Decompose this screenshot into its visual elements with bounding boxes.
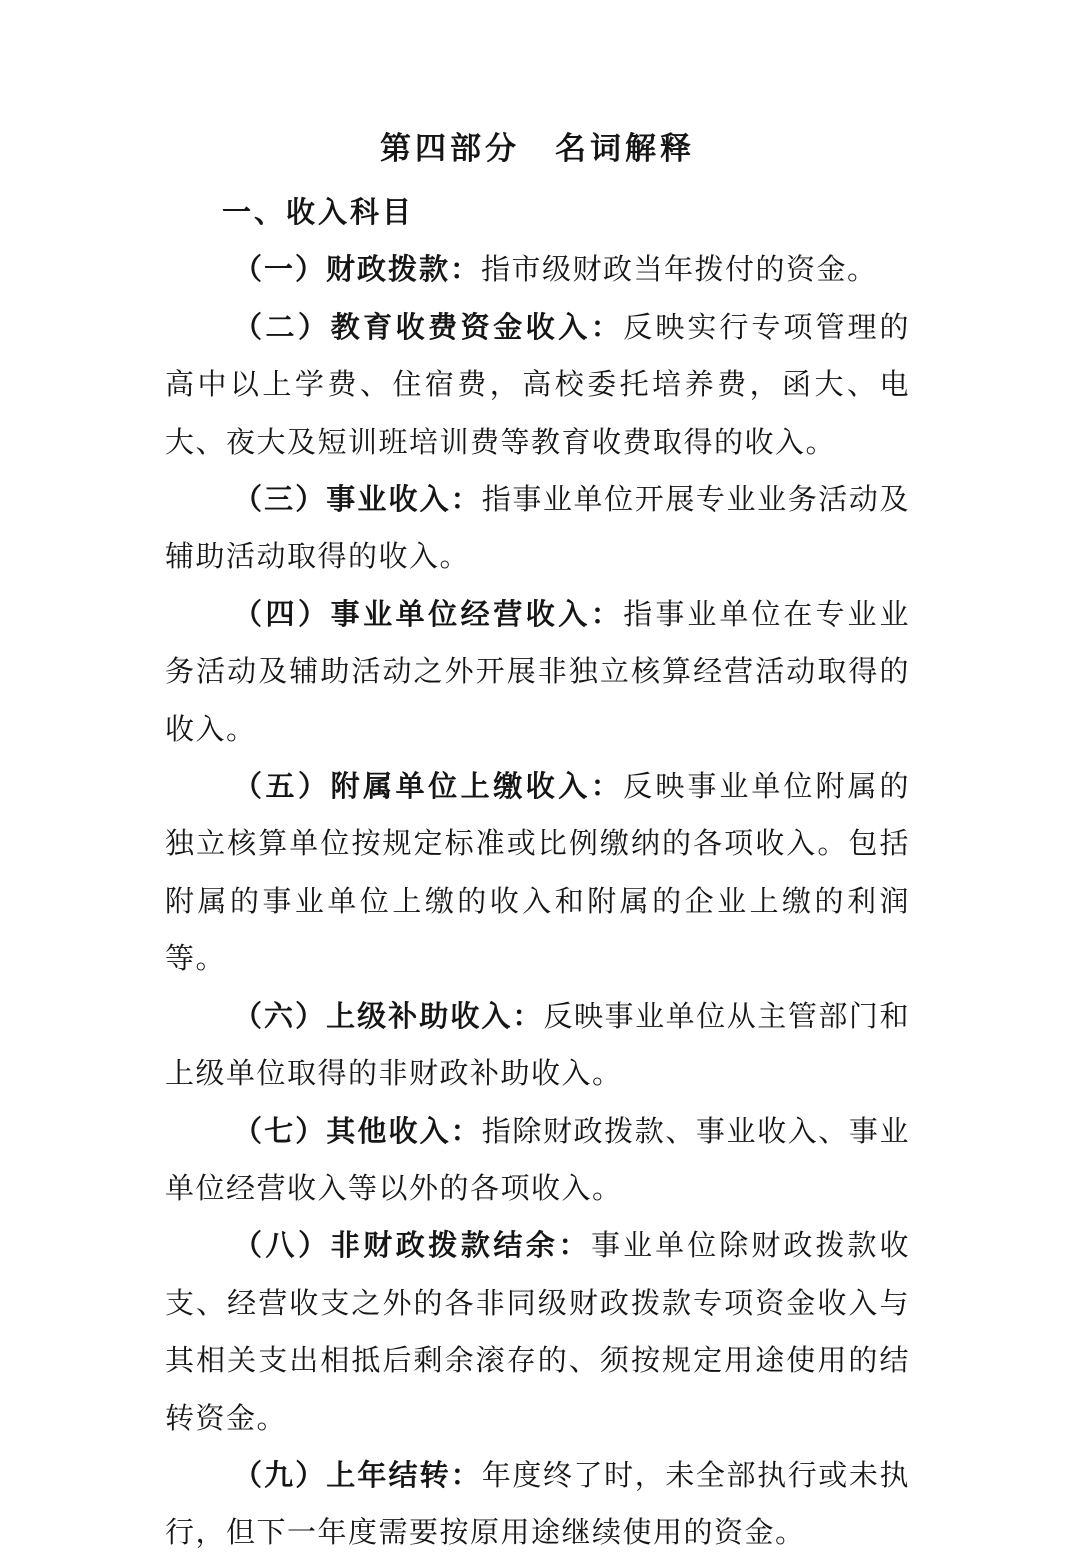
term-definition: 事业单位除财政拨款收支、经营收支之外的各非同级财政拨款专项资金收入与其相关支出相抵后剩余滚存的、须按规定用途使用的结转资金。 [165, 1230, 910, 1435]
term-label: （四）事业单位经营收入： [233, 598, 624, 631]
term-label: （七）其他收入： [233, 1115, 482, 1148]
term-definition: 年度终了时，未全部执行或未执行，但下一年度需要按原用途继续使用的资金。 [165, 1459, 910, 1550]
definition-item [165, 1104, 910, 1219]
term-label: （一）财政拨款： [233, 254, 482, 287]
term-definition: 指除财政拨款、事业收入、事业单位经营收入等以外的各项收入。 [165, 1115, 910, 1205]
definition-item [165, 1218, 910, 1448]
definition-item [165, 759, 910, 989]
definition-item [165, 1448, 910, 1563]
term-definition: 指市级财政当年拨付的资金。 [481, 254, 878, 287]
term-definition: 指事业单位开展专业业务活动及辅助活动取得的收入。 [165, 484, 910, 574]
definition-item [165, 587, 910, 759]
term-label: （九）上年结转： [233, 1459, 482, 1492]
term-label: （五）附属单位上缴收入： [233, 771, 624, 804]
term-definition: 指事业单位在专业业务活动及辅助活动之外开展非独立核算经营活动取得的收入。 [165, 598, 910, 746]
definition-item [165, 989, 910, 1104]
term-definition: 反映事业单位从主管部门和上级单位取得的非财政补助收入。 [165, 1000, 910, 1091]
term-definition: 反映事业单位附属的独立核算单位按规定标准或比例缴纳的各项收入。包括附属的事业单位上缴的收入和附属的企业上缴的利润等。 [165, 771, 910, 976]
term-label: （二）教育收费资金收入： [233, 311, 624, 344]
term-definition: 反映实行专项管理的高中以上学费、住宿费，高校委托培养费，函大、电大、夜大及短训班培训费等教育收费取得的收入。 [165, 311, 910, 459]
definition-item [165, 472, 910, 587]
term-label: （三）事业收入： [233, 484, 482, 517]
term-label: （八）非财政拨款结余： [233, 1230, 592, 1263]
term-label: （六）上级补助收入： [233, 1000, 544, 1033]
definition-item [165, 300, 910, 472]
definition-item [165, 242, 910, 299]
document-body [165, 185, 910, 1563]
page-title: 第四部分 名词解释 [380, 131, 695, 166]
definition-list [165, 242, 910, 1562]
section-heading-income-categories: 一、收入科目 [222, 197, 415, 229]
